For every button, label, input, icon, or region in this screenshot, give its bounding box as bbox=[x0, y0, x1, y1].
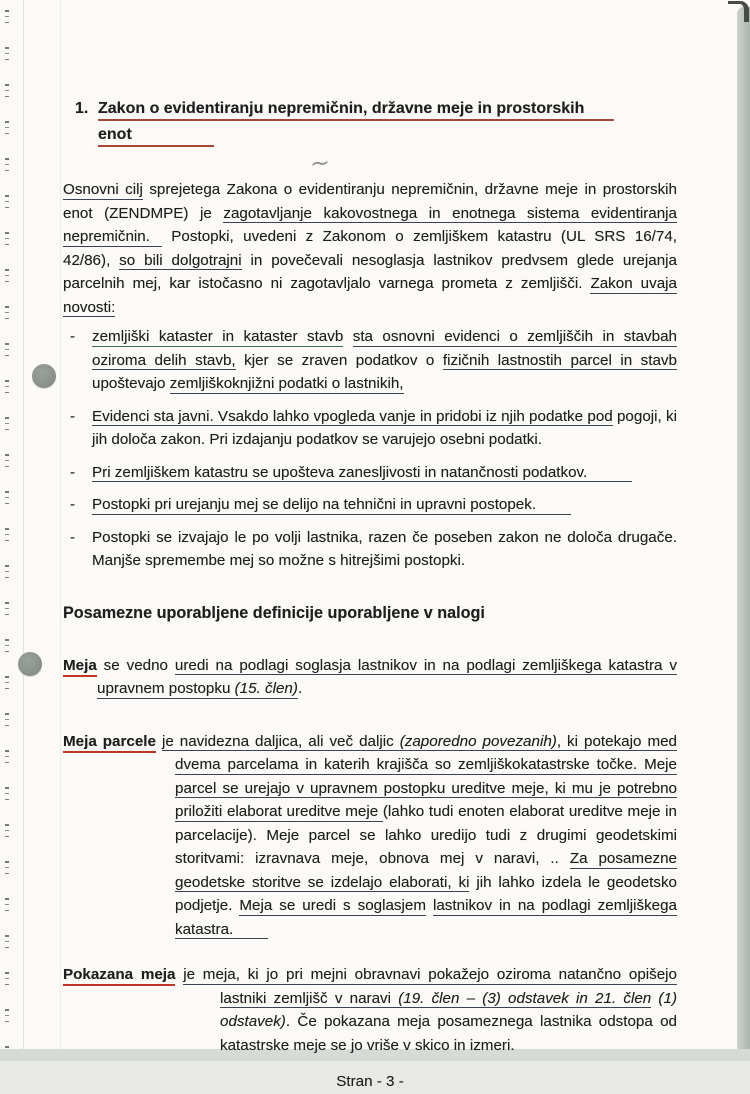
spiral-binding-marks bbox=[2, 0, 13, 1061]
pencil-mark: ∼ bbox=[308, 149, 329, 178]
text-segment: Postopki pri urejanju mej se delijo na tehnični in upravni postopek. bbox=[92, 496, 571, 515]
text-segment: fizičnih lastnostih parcel in stavb bbox=[442, 351, 677, 369]
text-segment: kjer se zraven podatkov o bbox=[235, 351, 443, 369]
definition-pokazana-meja bbox=[63, 963, 677, 1057]
text-segment: Postopki, uvedeni z Zakonom o zemljiškem katastru (UL SRS 16/74, 42/86), bbox=[63, 228, 677, 269]
text-segment: Za posamezne geodetske storitve se izdelajo elaborati, ki bbox=[175, 850, 677, 891]
punch-hole bbox=[32, 364, 56, 388]
bullet-marker: - bbox=[70, 496, 76, 513]
text-segment bbox=[426, 897, 433, 914]
text-segment: se vedno bbox=[96, 656, 175, 674]
text-segment: (zaporedno povezanih) bbox=[399, 732, 557, 750]
text-segment: Evidenci sta javni. Vsakdo lahko vpogleda vanje in pridobi iz njih podatke pod bbox=[92, 407, 613, 425]
text-segment: zemljiškoknjižni podatki o lastnikih, bbox=[169, 375, 404, 392]
text-segment: (lahko tudi enoten elaborat ureditve meje in parcelacije). Meje parcel se lahko uredijo tudi z drugimi geodetskimi storitvami: izravnava meje, obnova mej v naravi, .. bbox=[175, 803, 677, 867]
text-segment: jih lahko izdela le geodetsko podjetje. bbox=[175, 873, 677, 914]
definition-meja bbox=[63, 654, 677, 701]
bullet-marker: - bbox=[70, 407, 76, 425]
page-edge-line bbox=[60, 0, 61, 1061]
page-content bbox=[63, 96, 677, 1094]
text-segment: Pri zemljiškem katastru se upošteva zanesljivosti in natančnosti podatkov. bbox=[92, 464, 632, 483]
bullet-item bbox=[63, 526, 677, 573]
bullet-item bbox=[63, 325, 677, 396]
text-segment: . Če pokazana meja posameznega lastnika odstopa od katastrske meje se jo vriše v skico in izmeri. bbox=[220, 1013, 677, 1054]
bullet-item bbox=[63, 493, 677, 517]
text-segment: Meja se uredi s soglasjem bbox=[239, 897, 426, 914]
text-segment: lastnikov in na podlagi zemljiškega katastra. bbox=[175, 897, 678, 938]
document-title bbox=[63, 96, 677, 148]
definition-body bbox=[156, 733, 677, 940]
text-segment: so bili dolgotrajni bbox=[119, 251, 242, 269]
text-segment: je meja, ki jo pri mejni obravnavi pokažejo oziroma natančno opišejo lastniki zemljišč v naravi bbox=[183, 966, 677, 1007]
page-number: Stran - 3 - bbox=[336, 1073, 404, 1090]
text-segment: je navidezna daljica, ali več daljic bbox=[161, 732, 400, 750]
title-line-2: enot bbox=[98, 126, 214, 147]
definition-body bbox=[97, 657, 677, 699]
definition-term: Meja parcele bbox=[63, 733, 156, 753]
text-segment: Zakon uvaja novosti: bbox=[63, 275, 677, 316]
text-segment: sta osnovni evidenci o zemljiščih in stavbah oziroma delih stavb, bbox=[92, 328, 677, 369]
intro-paragraph bbox=[63, 178, 677, 319]
text-segment: . bbox=[297, 680, 303, 697]
bullet-text bbox=[92, 325, 677, 396]
text-segment: uredi na podlagi soglasja lastnikov in na podlagi zemljiškega katastra v upravnem postopku bbox=[97, 656, 677, 697]
text-segment: (15. člen) bbox=[234, 680, 298, 697]
page-edge-line bbox=[23, 0, 24, 1061]
text-segment: pogoji, ki jih določa zakon. Pri izdajanju podatkov se varujejo osebni podatki. bbox=[92, 407, 677, 448]
section-heading: Posamezne uporabljene definicije uporabljene v nalogi bbox=[63, 603, 485, 622]
bullet-text bbox=[92, 461, 677, 485]
text-segment: in povečevali nesoglasja lastnikov predvsem glede urejanja parcelnih mej, kar istočasno ni zagotavljalo varnega prometa z zemljišči. bbox=[63, 251, 677, 292]
text-segment: , ki potekajo med dvema parcelama in katerih krajišča so zemljiškokatastrske točke. Meje parcel se urejajo v upravnem postopku ureditve meje, ki mu je potrebno priložiti elaborat ureditve meje bbox=[175, 732, 677, 820]
text-segment: Postopki se izvajajo le po volji lastnika, razen če poseben zakon ne določa drugače. Manjše spremembe mej so možne s hitrejšimi postopki. bbox=[92, 528, 677, 569]
text-segment: zagotavljanje kakovostnega in enotnega sistema evidentiranja nepremičnin. bbox=[63, 204, 677, 245]
text-segment: (1) odstavek) bbox=[220, 989, 677, 1030]
bullet-text bbox=[92, 405, 677, 452]
bullet-list bbox=[63, 325, 677, 573]
bullet-text bbox=[92, 526, 677, 573]
title-line-1: Zakon o evidentiranju nepremičnin, državne meje in prostorskih bbox=[98, 100, 614, 121]
bullet-marker: - bbox=[70, 528, 76, 546]
text-segment bbox=[343, 328, 352, 345]
definition-meja-parcele bbox=[63, 730, 677, 942]
text-segment: sprejetega Zakona o evidentiranju nepremičnin, državne meje in prostorskih enot (ZENDMPE) je bbox=[63, 181, 677, 222]
right-scan-edge bbox=[737, 7, 750, 1049]
text-segment: upoštevajo bbox=[92, 375, 170, 392]
punch-hole bbox=[18, 652, 42, 676]
definition-term: Meja bbox=[63, 657, 97, 677]
title-text bbox=[98, 96, 677, 148]
corner-shadow bbox=[728, 1, 749, 22]
bullet-marker: - bbox=[70, 463, 76, 481]
bullet-item bbox=[63, 461, 677, 485]
bullet-marker: - bbox=[70, 328, 76, 345]
title-number: 1. bbox=[75, 100, 89, 117]
definition-term: Pokazana meja bbox=[63, 966, 175, 986]
text-segment: (19. člen – (3) odstavek in 21. člen bbox=[398, 989, 652, 1007]
bullet-text bbox=[92, 493, 677, 517]
bullet-item bbox=[63, 405, 677, 452]
definition-body bbox=[175, 966, 677, 1054]
text-segment: zemljiški kataster in kataster stavb bbox=[92, 328, 344, 345]
text-segment: Osnovni cilj bbox=[63, 181, 143, 198]
